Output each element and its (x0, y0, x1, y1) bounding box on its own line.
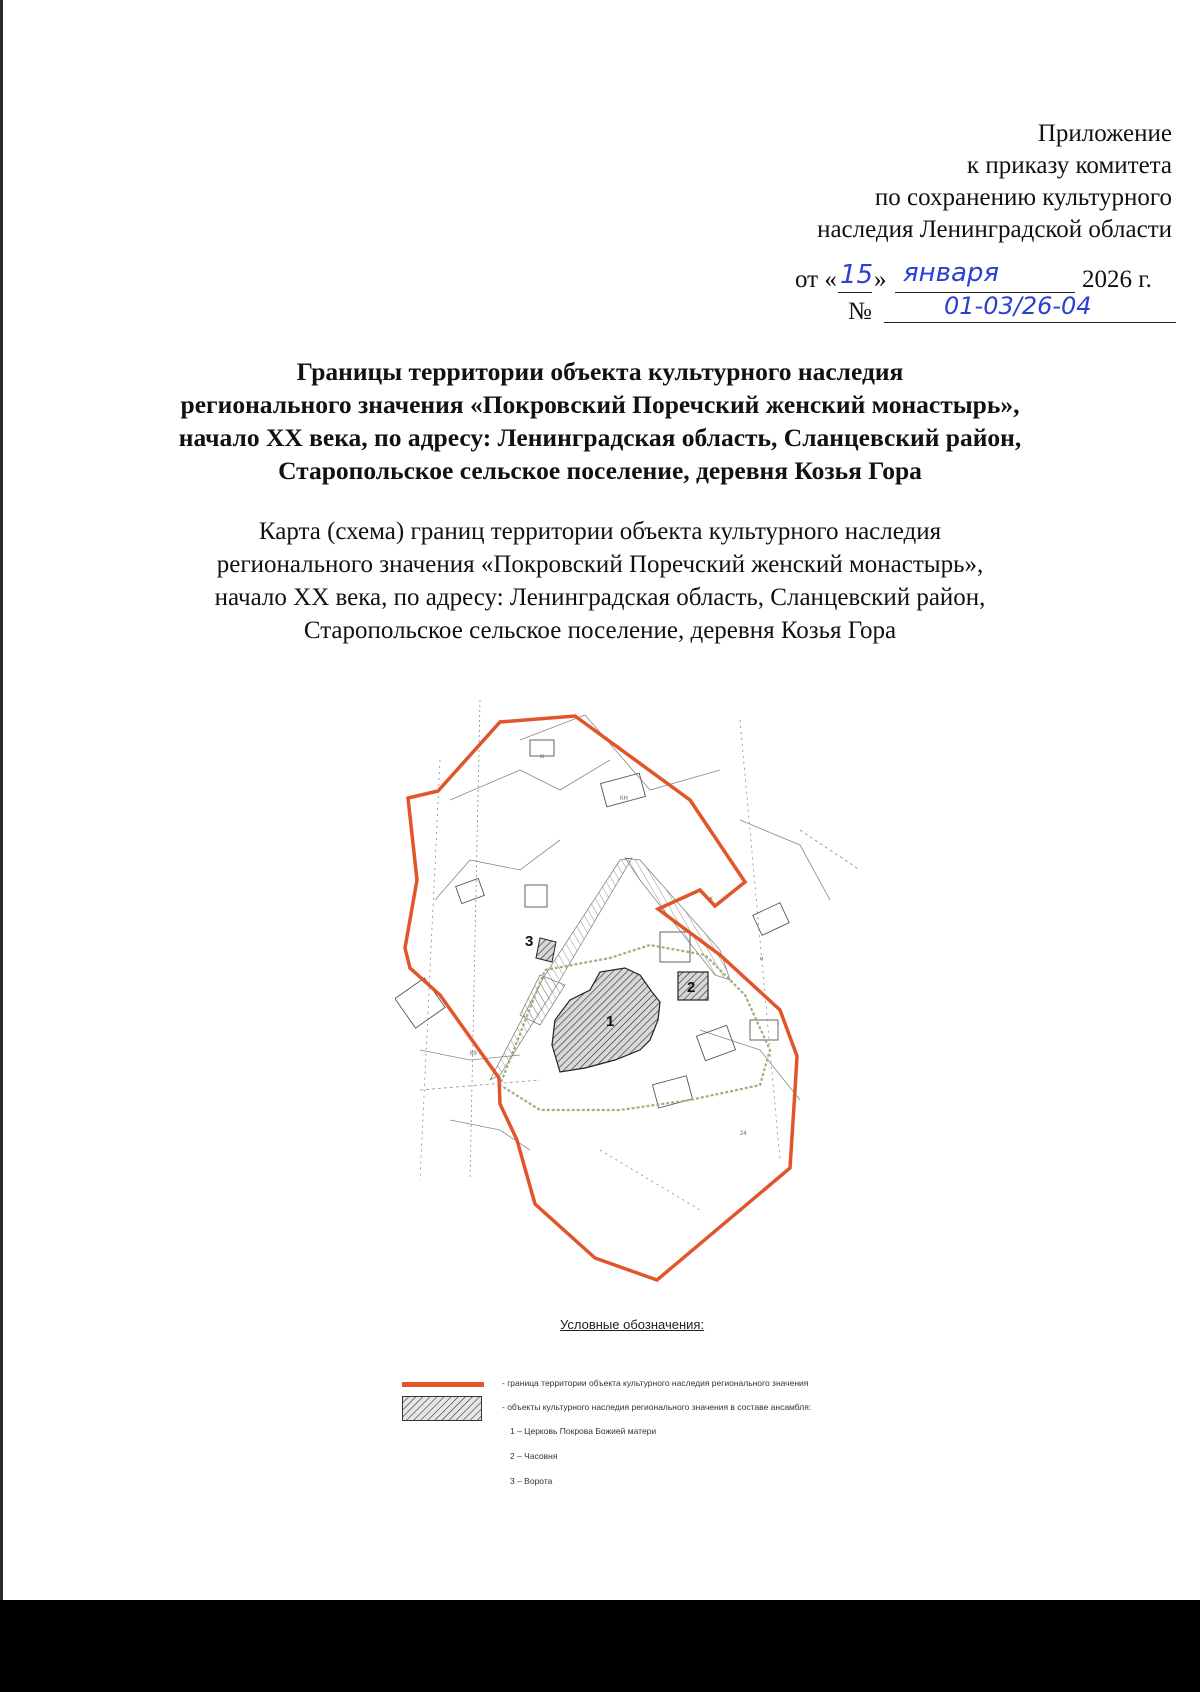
day-underline (838, 292, 872, 293)
title-line: Границы территории объекта культурного наследия (296, 357, 904, 386)
date-year: 2026 г. (1082, 266, 1152, 293)
legend-object-swatch (402, 1396, 482, 1421)
boundary-map (395, 700, 895, 1300)
gate-object (536, 938, 556, 962)
header-line: к приказу комитета (966, 152, 1172, 179)
header-line: Приложение (1037, 120, 1172, 147)
object-label-3: 3 (525, 933, 534, 950)
number-underline (884, 322, 1176, 323)
order-number (848, 292, 1178, 332)
object-label-2: 2 (687, 979, 696, 996)
scan-left-edge (0, 0, 3, 1692)
legend-title: Условные обозначения: (560, 1317, 705, 1332)
map-caption (0, 515, 1200, 647)
scan-bottom-border (0, 1600, 1200, 1692)
svg-text:69: 69 (470, 1051, 477, 1057)
header-line: по сохранению культурного (874, 184, 1172, 211)
svg-text:КН: КН (620, 796, 628, 802)
map-annotations (470, 754, 763, 1137)
legend-item-gate: 3 – Ворота (510, 1476, 553, 1486)
object-label-1: 1 (606, 1013, 615, 1030)
date-month: января (903, 258, 1000, 288)
legend-objects-text: - объекты культурного наследия регионального значения в составе ансамбля: (502, 1402, 812, 1412)
title-line: регионального значения «Покровский Поречский женский монастырь», (180, 390, 1020, 419)
caption-line: Старопольское сельское поселение, деревня Козья Гора (303, 617, 897, 644)
svg-text:ж: ж (540, 754, 545, 760)
title-line: Старопольское сельское поселение, деревня Козья Гора (278, 456, 922, 485)
svg-text:к: к (710, 896, 713, 902)
svg-text:н: н (760, 956, 764, 962)
number-value: 01-03/26-04 (944, 292, 1092, 320)
header-line: наследия Ленинградской области (817, 216, 1172, 243)
legend-item-chapel: 2 – Часовня (510, 1451, 558, 1461)
legend-item-church: 1 – Церковь Покрова Божией матери (510, 1426, 657, 1436)
document-title (0, 355, 1200, 487)
date-mid: » (874, 266, 887, 293)
legend-boundary-text: - граница территории объекта культурного наследия регионального значения (502, 1378, 809, 1388)
caption-line: начало XX века, по адресу: Ленинградская область, Сланцевский район, (214, 584, 986, 611)
number-label: № (848, 298, 872, 325)
caption-line: Карта (схема) границ территории объекта культурного наследия (258, 518, 942, 545)
caption-line: регионального значения «Покровский Поречский женский монастырь», (216, 551, 984, 578)
legend-boundary-swatch (402, 1382, 484, 1387)
svg-text:24: 24 (740, 1131, 747, 1137)
date-prefix: от « (795, 266, 837, 293)
title-line: начало XX века, по адресу: Ленинградская область, Сланцевский район, (178, 423, 1022, 452)
date-day: 15 (840, 260, 874, 290)
appendix-header (817, 118, 1172, 246)
